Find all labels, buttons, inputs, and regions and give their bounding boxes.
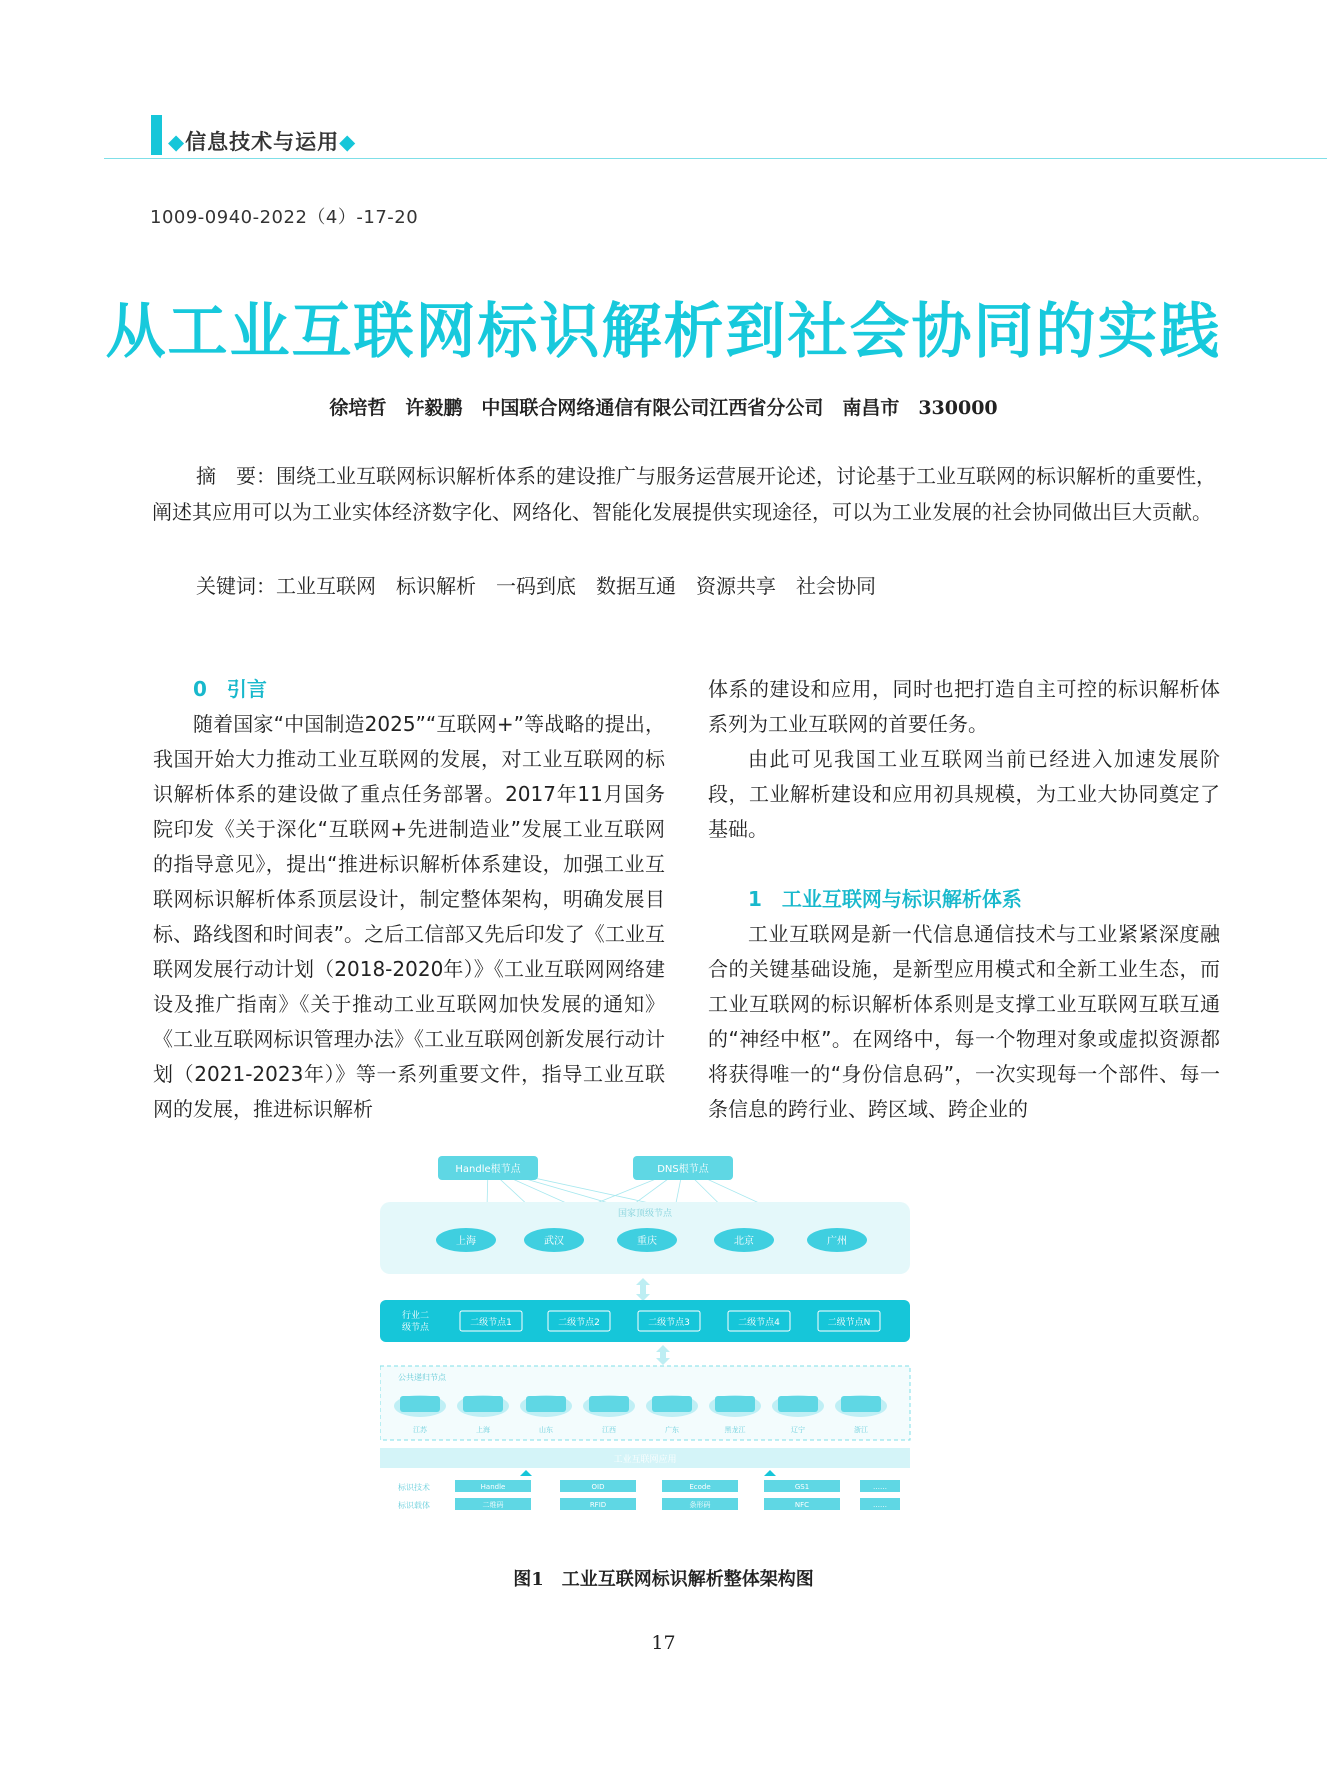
abstract: 摘 要：围绕工业互联网标识解析体系的建设推广与服务运营展开论述，讨论基于工业互联网的标识解析的重要性，阐述其应用可以为工业实体经济数字化、网络化、智能化发展提供实现途径，可以为工业发展的社会协同做出巨大贡献。 [152, 464, 1216, 524]
carrier-item-label: RFID [589, 1501, 607, 1509]
national-node-label: 广州 [827, 1236, 847, 1247]
server-cluster-icon [520, 1395, 572, 1417]
secondary-node-label: 二级节点1 [470, 1318, 512, 1328]
recursive-node-label: 浙江 [854, 1426, 868, 1434]
carrier-row-label: 标识载体 [398, 1501, 430, 1510]
recursive-node-label: 江西 [602, 1426, 616, 1434]
paper-title: 从工业互联网标识解析到社会协同的实践 [105, 297, 1222, 367]
national-node-label: 武汉 [544, 1236, 564, 1247]
application-bar-label: 工业互联网应用 [613, 1455, 677, 1465]
tech-item-label: GS1 [794, 1483, 810, 1491]
secondary-node-label: 二级节点4 [738, 1318, 780, 1328]
figure-caption: 图1 工业互联网标识解析整体架构图 [513, 1569, 814, 1590]
tech-item-label: Ecode [689, 1483, 711, 1491]
carrier-item-label: …… [873, 1501, 887, 1509]
document-code: 1009-0940-2022（4）-17-20 [150, 207, 419, 228]
recursive-node-label: 江苏 [413, 1426, 427, 1434]
carrier-item-label: 二维码 [482, 1501, 504, 1509]
national-node-label: 重庆 [637, 1236, 657, 1247]
national-node-label: 上海 [456, 1236, 476, 1247]
double-arrow-icon [656, 1345, 670, 1365]
keywords: 关键词：工业互联网 标识解析 一码到底 数据互通 资源共享 社会协同 [196, 574, 876, 598]
recursive-node-label: 广东 [665, 1426, 679, 1434]
journal-section-header [168, 126, 356, 156]
server-cluster-icon [646, 1395, 698, 1417]
server-cluster-icon [457, 1395, 509, 1417]
server-cluster-icon [772, 1395, 824, 1417]
server-cluster-icon [583, 1395, 635, 1417]
page-number: 17 [651, 1632, 676, 1654]
recursive-panel-label: 公共递归节点 [398, 1373, 446, 1382]
secondary-node-label: 二级节点2 [558, 1318, 600, 1328]
secondary-node-label: 二级节点3 [648, 1318, 690, 1328]
recursive-node-label: 黑龙江 [724, 1426, 746, 1434]
tech-row-label: 标识技术 [398, 1483, 430, 1492]
server-cluster-icon [709, 1395, 761, 1417]
root-node-label: DNS根节点 [657, 1164, 709, 1175]
header-divider [104, 158, 1327, 159]
tech-item-label: …… [873, 1483, 887, 1491]
server-cluster-icon [835, 1395, 887, 1417]
recursive-node-label: 上海 [476, 1426, 490, 1434]
left-column [153, 672, 665, 1127]
paragraph: 随着国家“中国制造2025”“互联网+”等战略的提出，我国开始大力推动工业互联网的发展，对工业互联网的标识解析体系的建设做了重点任务部署。2017年11月国务院印发《关于深化“互联网+先进制造业”发展工业互联网的指导意见》，提出“推进标识解析体系建设，加强工业互联网标识解析体系顶层设计，制定整体架构，明确发展目标、路线图和时间表”。之后工信部又先后印发了《工业互联网发展行动计划（2018-2020年）》《工业互联网网络建设及推广指南》《关于推动工业互联网加快发展的通知》《工业互联网标识管理办法》《工业互联网创新发展行动计划（2021-2023年）》等一系列重要文件，指导工业互联网的发展，推进标识解析 [153, 712, 665, 1121]
up-arrow-icon [520, 1470, 532, 1476]
root-node-label: Handle根节点 [455, 1164, 521, 1175]
right-column [708, 672, 1220, 1127]
tech-item-label: Handle [480, 1483, 506, 1491]
carrier-item-label: NFC [794, 1501, 810, 1509]
up-arrow-icon [764, 1470, 776, 1476]
carrier-item-label: 条形码 [689, 1501, 711, 1509]
national-panel-label: 国家顶级节点 [617, 1209, 673, 1219]
secondary-band-label: 级节点 [402, 1323, 430, 1333]
section-name: 信息技术与运用 [185, 130, 340, 154]
secondary-band-label: 行业二 [402, 1311, 430, 1321]
architecture-figure [380, 1148, 992, 1538]
recursive-node-label: 山东 [539, 1426, 553, 1434]
header-accent-bar [151, 115, 162, 155]
national-node-label: 北京 [734, 1236, 754, 1247]
diamond-icon: ◆ [339, 130, 357, 154]
section-heading-1: 1 工业互联网与标识解析体系 [748, 887, 1022, 911]
authors-affiliation: 徐培哲 许毅鹏 中国联合网络通信有限公司江西省分公司 南昌市 330000 [329, 397, 998, 419]
recursive-node-label: 辽宁 [791, 1426, 805, 1434]
secondary-node-label: 二级节点N [827, 1318, 871, 1328]
paragraph: 由此可见我国工业互联网当前已经进入加速发展阶段，工业解析建设和应用初具规模，为工业大协同奠定了基础。 [708, 747, 1220, 841]
paragraph: 体系的建设和应用，同时也把打造自主可控的标识解析体系列为工业互联网的首要任务。 [708, 677, 1220, 736]
double-arrow-icon [636, 1278, 650, 1301]
paragraph: 工业互联网是新一代信息通信技术与工业紧紧深度融合的关键基础设施，是新型应用模式和全新工业生态，而工业互联网的标识解析体系则是支撑工业互联网互联互通的“神经中枢”。在网络中，每一个物理对象或虚拟资源都将获得唯一的“身份信息码”，一次实现每一个部件、每一条信息的跨行业、跨区域、跨企业的 [708, 922, 1220, 1121]
tech-item-label: OID [591, 1483, 605, 1491]
server-cluster-icon [394, 1395, 446, 1417]
section-heading-intro: 0 引言 [193, 677, 267, 701]
diamond-icon: ◆ [168, 130, 186, 154]
